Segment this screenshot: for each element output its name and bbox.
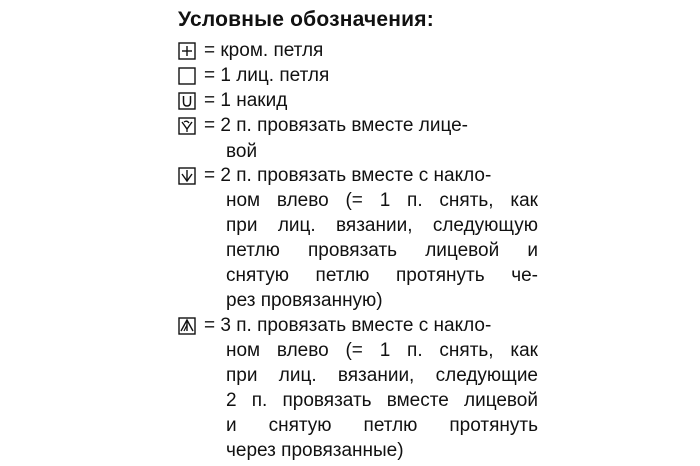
legend-text: снятую петлю протянуть че- xyxy=(226,265,538,286)
knit-stitch-icon xyxy=(178,67,196,85)
legend-text: = 1 накид xyxy=(204,90,288,111)
knit-two-together-icon xyxy=(178,117,196,135)
legend-title: Условные обозначения: xyxy=(178,8,434,31)
legend-text: = 2 п. провязать вместе лице- xyxy=(204,115,469,136)
legend-text: ном влево (= 1 п. снять, как xyxy=(226,340,538,361)
legend-text: 2 п. провязать вместе лицевой xyxy=(226,390,538,411)
legend-text: рез провязанную) xyxy=(226,290,383,311)
legend-text: = кром. петля xyxy=(204,40,324,61)
legend-text: = 3 п. провязать вместе с накло- xyxy=(204,315,492,336)
legend-text: и снятую петлю протянуть xyxy=(226,415,538,436)
knit-two-together-left-icon xyxy=(178,167,196,185)
yarn-over-icon xyxy=(178,92,196,110)
legend-text: при лиц. вязании, следующую xyxy=(226,215,538,236)
legend-text: = 1 лиц. петля xyxy=(204,65,330,86)
legend-text: вой xyxy=(226,141,258,162)
legend-text: при лиц. вязании, следующие xyxy=(226,365,538,386)
knit-three-together-left-icon xyxy=(178,317,196,335)
legend-text: через провязанные) xyxy=(226,440,404,461)
legend-text: петлю провязать лицевой и xyxy=(226,240,538,261)
legend-text: ном влево (= 1 п. снять, как xyxy=(226,190,538,211)
legend-text: = 2 п. провязать вместе с накло- xyxy=(204,165,492,186)
edge-stitch-icon xyxy=(178,42,196,60)
